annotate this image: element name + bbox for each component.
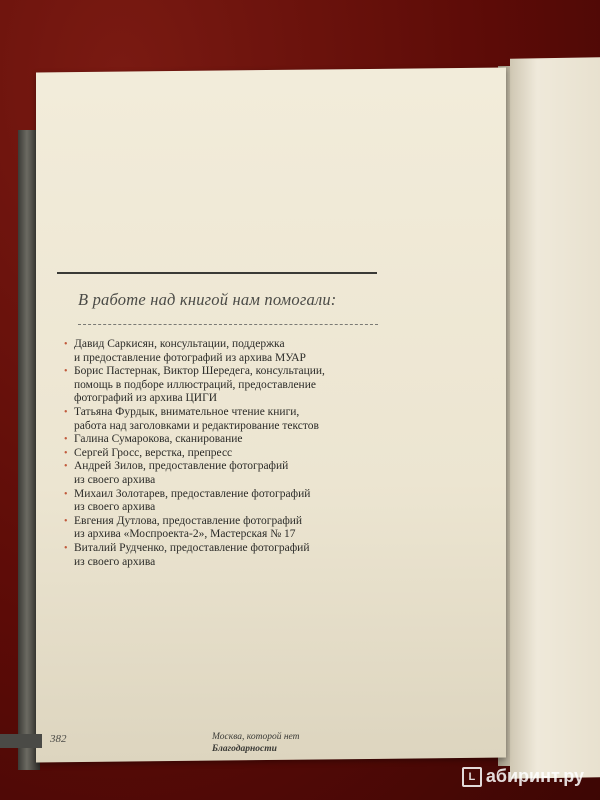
running-footer <box>212 731 299 755</box>
footer-section-title: Благодарности <box>212 744 277 754</box>
credit-line: Сергей Гросс, верстка, препресс <box>74 446 233 459</box>
credit-item <box>64 433 404 447</box>
heading-dashed-rule <box>78 324 378 325</box>
credit-item <box>64 365 404 406</box>
credit-line: из архива «Моспроекта-2», Мастерская № 17 <box>74 528 296 541</box>
credit-line: помощь в подборе иллюстраций, предоставление <box>74 378 316 391</box>
acknowledgements-heading: В работе над книгой нам помогали: <box>78 290 337 309</box>
credit-line: Татьяна Фурдык, внимательное чтение книги, <box>74 405 300 418</box>
credit-line: работа над заголовками и редактирование текстов <box>74 419 319 432</box>
credit-line: из своего архива <box>74 501 156 514</box>
bullet-icon: • <box>64 366 68 378</box>
bullet-icon: • <box>64 434 68 446</box>
labirint-watermark <box>462 766 584 787</box>
bullet-icon: • <box>64 461 68 473</box>
credit-item <box>64 488 404 515</box>
footer-book-title: Москва, которой нет <box>212 732 300 742</box>
credit-line: и предоставление фотографий из архива МУАР <box>74 351 306 364</box>
credit-line: Евгения Дутлова, предоставление фотографий <box>74 514 303 527</box>
credit-line: Андрей Зилов, предоставление фотографий <box>74 460 289 473</box>
credit-line: из своего архива <box>74 555 156 568</box>
credit-item <box>64 515 404 542</box>
credit-line: Борис Пастернак, Виктор Шередега, консультации, <box>74 365 325 378</box>
bullet-icon: • <box>64 488 68 500</box>
bullet-icon: • <box>64 339 68 350</box>
credits-list <box>64 338 404 569</box>
credit-line: Михаил Золотарев, предоставление фотографий <box>74 487 311 500</box>
credit-line: Галина Сумарокова, сканирование <box>74 433 243 446</box>
labirint-logo-icon: L <box>462 767 482 787</box>
bullet-icon: • <box>64 406 68 418</box>
credit-line: Виталий Рудченко, предоставление фотографий <box>74 541 310 554</box>
credit-line: из своего архива <box>74 473 156 486</box>
page-number-bar <box>0 734 42 748</box>
credit-item <box>64 338 404 365</box>
bullet-icon: • <box>64 515 68 527</box>
bullet-icon: • <box>64 447 68 459</box>
heading-top-rule <box>57 272 377 274</box>
credit-item <box>64 460 404 487</box>
credit-item <box>64 542 404 569</box>
watermark-text: абиринт.ру <box>485 766 584 786</box>
bullet-icon: • <box>64 542 68 554</box>
credit-item <box>64 406 404 433</box>
facing-page-edge <box>510 57 600 779</box>
credit-item <box>64 447 404 461</box>
credit-line: фотографий из архива ЦИГИ <box>74 392 218 405</box>
credit-line: Давид Саркисян, консультации, поддержка <box>74 338 285 350</box>
page-number: 382 <box>50 733 67 745</box>
